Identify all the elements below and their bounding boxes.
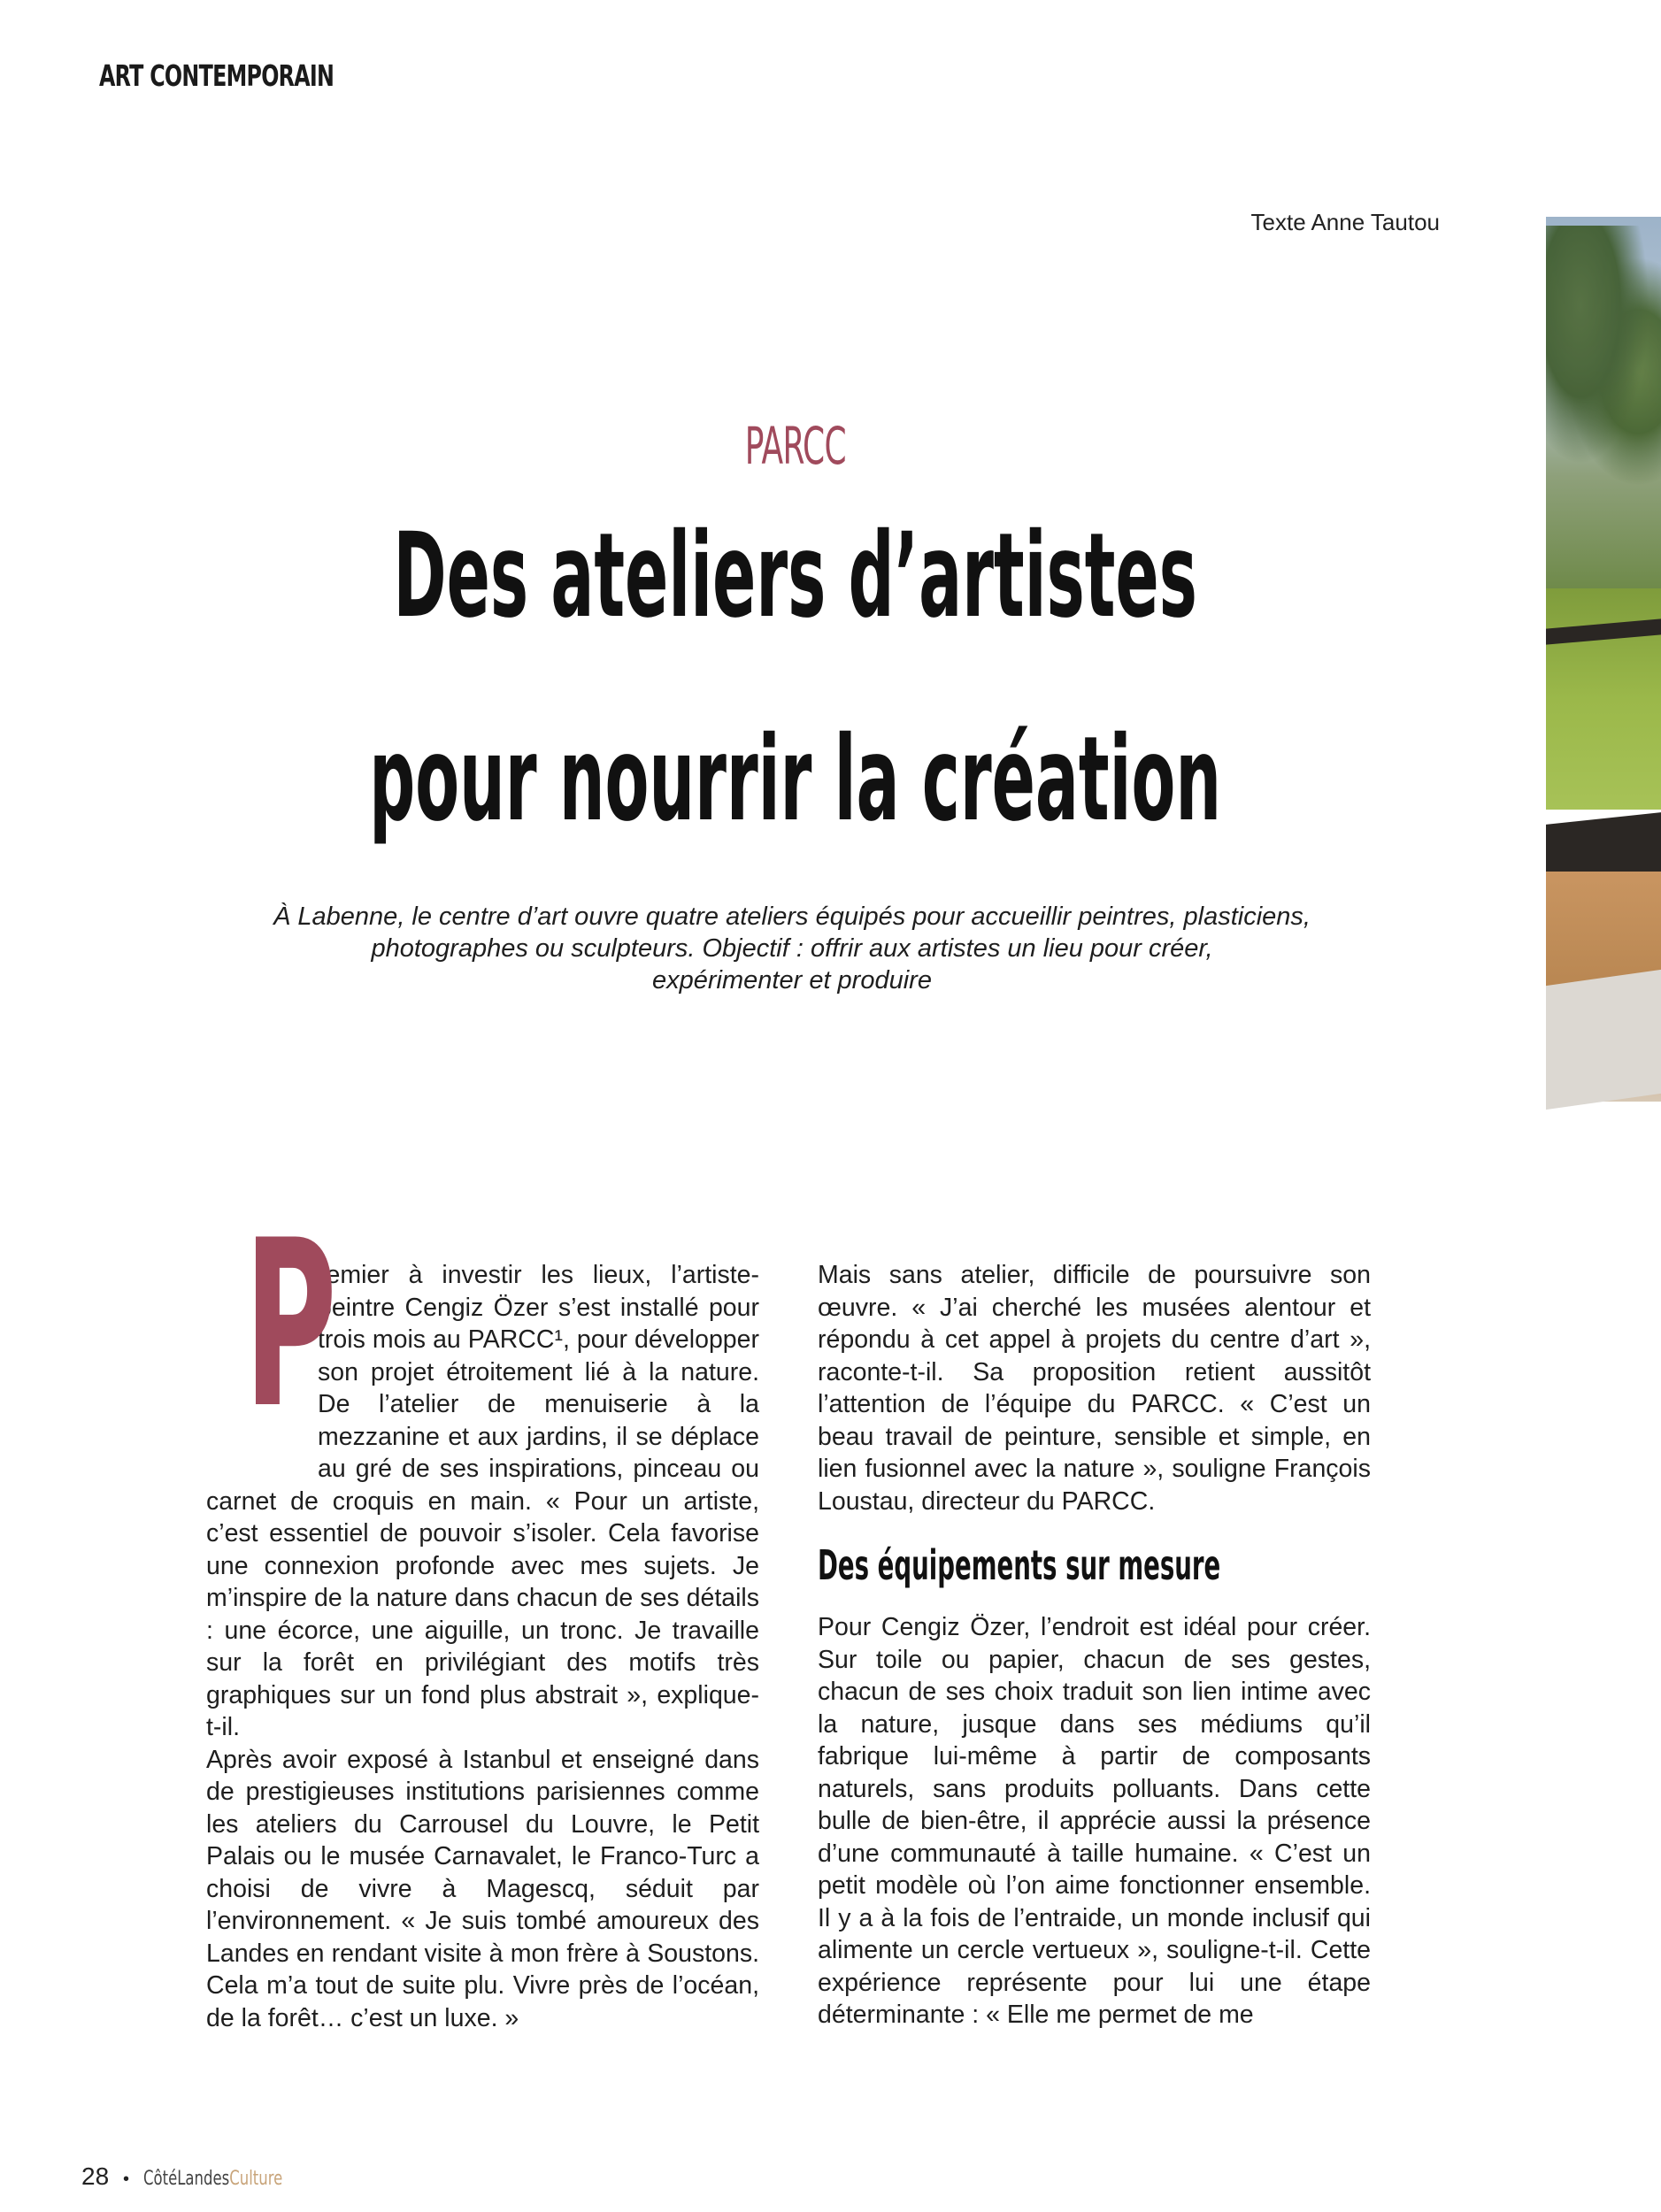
standfirst <box>204 901 1380 996</box>
page-footer <box>81 2162 328 2191</box>
headline-line-2: pour nourrir la création <box>369 711 1222 848</box>
article-headline <box>358 508 1234 848</box>
body-paragraph-2: Après avoir exposé à Istanbul et enseigné dans de prestigieuses institutions parisiennes comme les ateliers du Carrousel du Louvre, le Petit Palais ou le musée Carnavalet, le Franco-Turc a choisi de vivre à Magescq, séduit par l’environnement. « Je suis tombé amoureux des Landes en rendant visite à mon frère à Soustons. Cela m’a tout de suite plu. Vivre près de l’océan, de la forêt… c’est un luxe. » <box>206 1745 759 2032</box>
atelier-photo <box>1546 217 1661 1102</box>
standfirst-line-2: photographes ou sculpteurs. Objectif : offrir aux artistes un lieu pour créer, <box>371 934 1213 963</box>
headline-line-1: Des ateliers d’artistes <box>393 508 1197 644</box>
standfirst-line-1: À Labenne, le centre d’art ouvre quatre ateliers équipés pour accueillir peintres, plasticiens, <box>273 902 1311 931</box>
section-subheading: Des équipements sur mesure <box>818 1541 1221 1589</box>
magazine-name <box>143 2168 282 2190</box>
body-column-right <box>818 1259 1371 2032</box>
standfirst-line-3: expérimenter et produire <box>652 966 932 995</box>
section-label: ART CONTEMPORAIN <box>99 58 335 93</box>
body-paragraph-3: Mais sans atelier, difficile de poursuivre son œuvre. « J’ai cherché les musées alentour et répondu à cet appel à projets du centre d’art », raconte-t-il. Sa proposition retient aussitôt l’attention de l’équipe du PARCC. « C’est un beau travail de peinture, sensible et simple, en lien fusionnel avec la nature », souligne François Loustau, directeur du PARCC. <box>818 1261 1371 1516</box>
magazine-name-main: CôtéLandes <box>142 2168 229 2190</box>
article-kicker: PARCC <box>744 416 847 476</box>
footer-separator: • <box>122 2170 129 2189</box>
body-column-left <box>206 1192 759 2034</box>
body-paragraph-1: remier à investir les lieux, l’artiste-peintre Cengiz Özer s’est installé pour trois mois au PARCC¹, pour développer son projet étroitement lié à la nature. De l’atelier de menuiserie à la mezzanine et aux jardins, il se déplace au gré de ses inspirations, pinceau ou carnet de croquis en main. « Pour un artiste, c’est essentiel de pouvoir s’isoler. Cela favorise une connexion profonde avec mes sujets. Je m’inspire de la nature dans chacun de ses détails : une écorce, une aiguille, un tronc. Je travaille sur la forêt en privilégiant des motifs très graphiques sur un fond plus abstrait », explique-t-il. <box>206 1261 759 1741</box>
drop-cap: P <box>243 1192 337 1459</box>
author-credit: Texte Anne Tautou <box>1250 209 1440 235</box>
magazine-name-accent: Culture <box>228 2168 283 2190</box>
page-number: 28 <box>81 2162 110 2190</box>
body-paragraph-4: Pour Cengiz Özer, l’endroit est idéal pour créer. Sur toile ou papier, chacun de ses gestes, chacun de ses choix traduit son lien intime avec la nature, jusque dans ses médiums qu’il fabrique lui-même à partir de composants naturels, sans produits polluants. Dans cette bulle de bien-être, il apprécie aussi la présence d’une communauté à taille humaine. « C’est un petit modèle où l’on aime fonctionner ensemble. Il y a à la fois de l’entraide, un monde inclusif qui alimente un cercle vertueux », souligne-t-il. Cette expérience représente pour lui une étape déterminante : « Elle me permet de me <box>818 1613 1371 2029</box>
